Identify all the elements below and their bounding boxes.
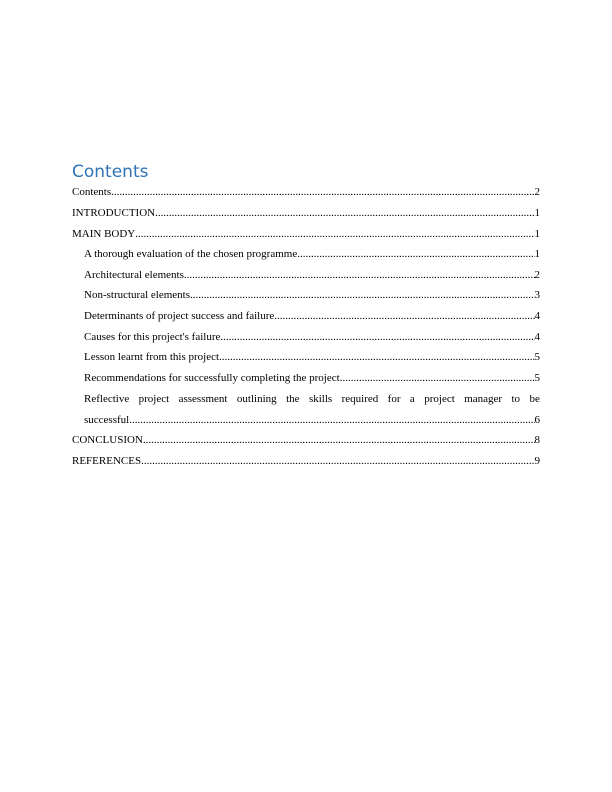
- toc-entry-conclusion[interactable]: [72, 430, 540, 451]
- toc-entry-page: 1: [534, 227, 540, 240]
- toc-word: outlining: [236, 393, 277, 406]
- toc-dot-leader: [143, 430, 535, 451]
- toc-word: for: [387, 393, 401, 406]
- toc-entry-title: Recommendations for successfully completing the project: [84, 371, 340, 384]
- toc-entry-main-body[interactable]: [72, 224, 540, 245]
- toc-word: the: [286, 393, 300, 406]
- toc-dot-leader: [190, 285, 535, 306]
- toc-entry-title: MAIN BODY: [72, 227, 136, 240]
- toc-entry-page: 4: [534, 309, 540, 322]
- toc-word: be: [529, 393, 540, 406]
- toc-entry-causes-failure[interactable]: [72, 327, 540, 348]
- toc-entry-page: 4: [534, 330, 540, 343]
- toc-word: assessment: [178, 393, 228, 406]
- toc-dot-leader: [274, 306, 534, 327]
- toc-word: to: [511, 393, 521, 406]
- toc-entry-reflective-assessment[interactable]: [72, 388, 540, 430]
- toc-dot-leader: [155, 203, 534, 224]
- toc-word: skills: [308, 393, 333, 406]
- toc-entry-page: 5: [534, 371, 540, 384]
- toc-entry-title-line: [84, 388, 540, 410]
- toc-entry-non-structural-elements[interactable]: [72, 285, 540, 306]
- toc-entry-lesson-learnt[interactable]: [72, 347, 540, 368]
- toc-entry-page: 9: [534, 454, 540, 467]
- toc-dot-leader: [129, 410, 534, 430]
- toc-entry-thorough-evaluation[interactable]: [72, 244, 540, 265]
- toc-entry-contents[interactable]: [72, 184, 540, 201]
- toc-dot-leader: [297, 244, 534, 265]
- toc-heading: Contents: [72, 162, 149, 182]
- toc-dot-leader: [111, 184, 534, 201]
- toc-word: required: [341, 393, 379, 406]
- toc-entry-page: 3: [534, 289, 540, 302]
- toc-dot-leader: [141, 451, 534, 472]
- toc-dot-leader: [184, 265, 535, 286]
- toc-word: project: [424, 393, 455, 406]
- toc-entry-page: 2: [534, 268, 540, 281]
- toc-word: manager: [464, 393, 503, 406]
- toc-entry-title: CONCLUSION: [72, 434, 143, 447]
- toc-word: project: [138, 393, 170, 406]
- toc-entry-title: REFERENCES: [72, 454, 142, 467]
- toc-entry-title: A thorough evaluation of the chosen programme: [84, 248, 298, 261]
- toc-dot-leader: [219, 347, 534, 368]
- toc-entry-title: Lesson learnt from this project: [84, 351, 220, 364]
- toc-dot-leader: [135, 224, 534, 245]
- toc-word: Reflective: [84, 393, 130, 406]
- toc-word: a: [409, 393, 415, 406]
- toc-entry-page: 8: [534, 434, 540, 447]
- toc-entry-title: INTRODUCTION: [72, 207, 156, 219]
- toc-entry-page: 1: [534, 248, 540, 261]
- toc-entry-title: Architectural elements: [84, 268, 184, 281]
- toc-dot-leader: [220, 327, 534, 348]
- toc-entry-page: 2: [534, 186, 540, 198]
- toc-entry-references[interactable]: [72, 451, 540, 472]
- toc-entry-architectural-elements[interactable]: [72, 265, 540, 286]
- toc-entry-page: 1: [534, 207, 540, 219]
- toc-entry-recommendations[interactable]: [72, 368, 540, 389]
- table-of-contents: [72, 162, 540, 472]
- toc-entry-title: Non-structural elements: [84, 289, 190, 302]
- toc-entry-page: 5: [534, 351, 540, 364]
- toc-entry-determinants[interactable]: [72, 306, 540, 327]
- toc-entry-title: Contents: [72, 186, 112, 198]
- toc-entry-page: 6: [534, 414, 540, 427]
- toc-dot-leader: [340, 368, 535, 389]
- toc-entry-introduction[interactable]: [72, 203, 540, 224]
- toc-entry-title: Causes for this project's failure: [84, 330, 221, 343]
- toc-list: [72, 184, 540, 472]
- toc-entry-title: Determinants of project success and failure: [84, 309, 275, 322]
- toc-entry-title: successful: [84, 414, 130, 427]
